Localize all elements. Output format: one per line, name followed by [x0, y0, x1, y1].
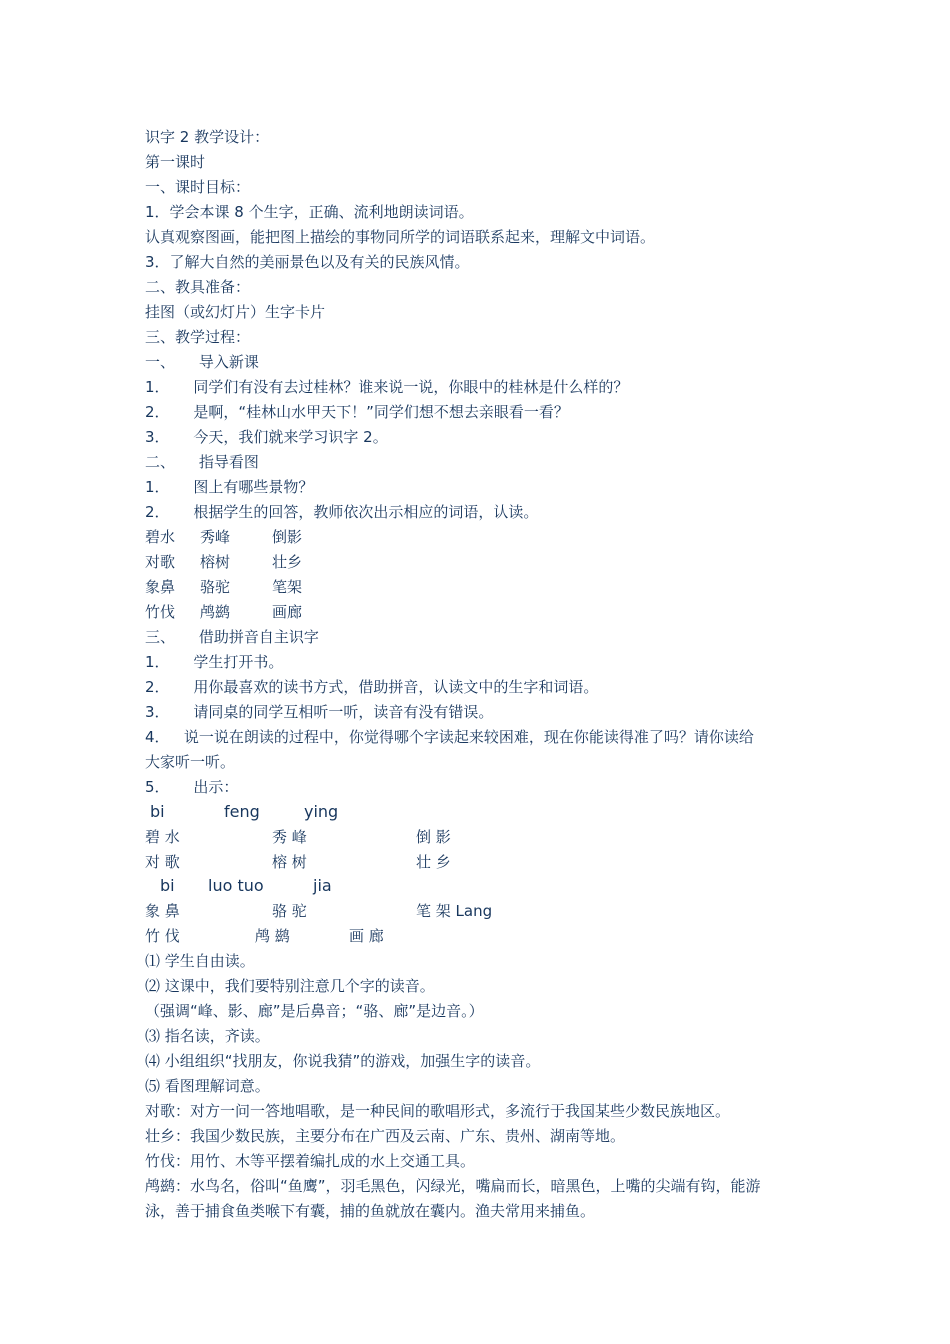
lesson-label: 第一课时: [145, 153, 206, 171]
pinyin: bi: [160, 876, 175, 895]
pinyin: luo tuo: [208, 876, 264, 895]
section-3-item-4-cont: 大家听一听。: [145, 753, 236, 771]
definition-zhufa: 竹伐：用竹、木等平摆着编扎成的水上交通工具。: [145, 1152, 476, 1170]
pinyin: ying: [304, 802, 339, 821]
definition-zhuangxiang: 壮乡：我国少数民族，主要分布在广西及云南、广东、贵州、湖南等地。: [145, 1127, 626, 1145]
word: 竹伐: [145, 603, 176, 621]
section-3-item-5: 5． 出示：: [145, 778, 239, 796]
word: 榕树: [200, 553, 231, 571]
prep-text: 挂图（或幻灯片）生字卡片: [145, 303, 326, 321]
pinyin-word: 画 廊: [349, 927, 384, 945]
pinyin-word: 榕 树: [272, 853, 307, 871]
word: 对歌: [145, 553, 176, 571]
note-5: ⑸ 看图理解词意。: [145, 1077, 270, 1095]
note-1: ⑴ 学生自由读。: [145, 952, 255, 970]
section-1-item-1: 1． 同学们有没有去过桂林？谁来说一说，你眼中的桂林是什么样的？: [145, 378, 629, 396]
definition-duige: 对歌：对方一问一答地唱歌，是一种民间的歌唱形式，多流行于我国某些少数民族地区。: [145, 1102, 731, 1120]
pinyin-word: 象 鼻: [145, 902, 180, 920]
word: 壮乡: [272, 553, 303, 571]
section-2-heading: 二、 指导看图: [145, 453, 259, 471]
word: 象鼻: [145, 578, 176, 596]
section-3-item-2: 2． 用你最喜欢的读书方式，借助拼音，认读文中的生字和词语。: [145, 678, 599, 696]
word: 倒影: [272, 528, 303, 546]
pinyin-word: 对 歌: [145, 853, 180, 871]
pinyin: feng: [224, 802, 260, 821]
process-heading: 三、教学过程：: [145, 328, 251, 346]
word: 笔架: [272, 578, 303, 596]
goal-1: 1．学会本课 8 个生字，正确、流利地朗读词语。: [145, 203, 474, 221]
section-1-item-2: 2． 是啊，“桂林山水甲天下！”同学们想不想去亲眼看一看？: [145, 403, 569, 421]
goals-heading: 一、课时目标：: [145, 178, 251, 196]
goal-3: 3．了解大自然的美丽景色以及有关的民族风情。: [145, 253, 470, 271]
note-3: ⑶ 指名读，齐读。: [145, 1027, 270, 1045]
word: 秀峰: [200, 528, 231, 546]
word: 碧水: [145, 528, 176, 546]
pinyin-word: 竹 伐: [145, 927, 180, 945]
section-3-item-1: 1． 学生打开书。: [145, 653, 284, 671]
note-2-detail: （强调“峰、影、廊”是后鼻音；“骆、廊”是边音。）: [145, 1002, 484, 1020]
section-2-item-1: 1． 图上有哪些景物？: [145, 478, 314, 496]
section-2-item-2: 2． 根据学生的回答，教师依次出示相应的词语，认读。: [145, 503, 539, 521]
pinyin-word: 倒 影: [416, 828, 451, 846]
pinyin-word: 骆 驼: [272, 902, 307, 920]
pinyin-word: 笔 架 Lang: [416, 902, 493, 920]
pinyin-word: 秀 峰: [272, 828, 307, 846]
pinyin: jia: [313, 876, 332, 895]
pinyin-word: 壮 乡: [416, 853, 451, 871]
note-2: ⑵ 这课中，我们要特别注意几个字的读音。: [145, 977, 435, 995]
pinyin-word: 碧 水: [145, 828, 180, 846]
doc-title: 识字 2 教学设计：: [145, 128, 270, 146]
pinyin-word: 鸬 鹚: [255, 927, 290, 945]
definition-luci-cont: 泳，善于捕食鱼类喉下有囊，捕的鱼就放在囊内。渔夫常用来捕鱼。: [145, 1202, 596, 1220]
pinyin: bi: [150, 802, 165, 821]
word: 鸬鹚: [200, 603, 231, 621]
word: 画廊: [272, 603, 303, 621]
section-1-item-3: 3． 今天，我们就来学习识字 2。: [145, 428, 388, 446]
section-1-heading: 一、 导入新课: [145, 353, 259, 371]
section-3-item-3: 3． 请同桌的同学互相听一听，读音有没有错误。: [145, 703, 494, 721]
section-3-heading: 三、 借助拼音自主识字: [145, 628, 319, 646]
section-3-item-4: 4． 说一说在朗读的过程中，你觉得哪个字读起来较困难，现在你能读得准了吗？请你读给: [145, 728, 754, 746]
definition-luci: 鸬鹚：水鸟名，俗叫“鱼鹰”，羽毛黑色，闪绿光，嘴扁而长，暗黑色，上嘴的尖端有钩，能游: [145, 1177, 761, 1195]
note-4: ⑷ 小组组织“找朋友，你说我猜”的游戏，加强生字的读音。: [145, 1052, 541, 1070]
word: 骆驼: [200, 578, 231, 596]
prep-heading: 二、教具准备：: [145, 278, 251, 296]
goal-2: 认真观察图画，能把图上描绘的事物同所学的词语联系起来，理解文中词语。: [145, 228, 656, 246]
